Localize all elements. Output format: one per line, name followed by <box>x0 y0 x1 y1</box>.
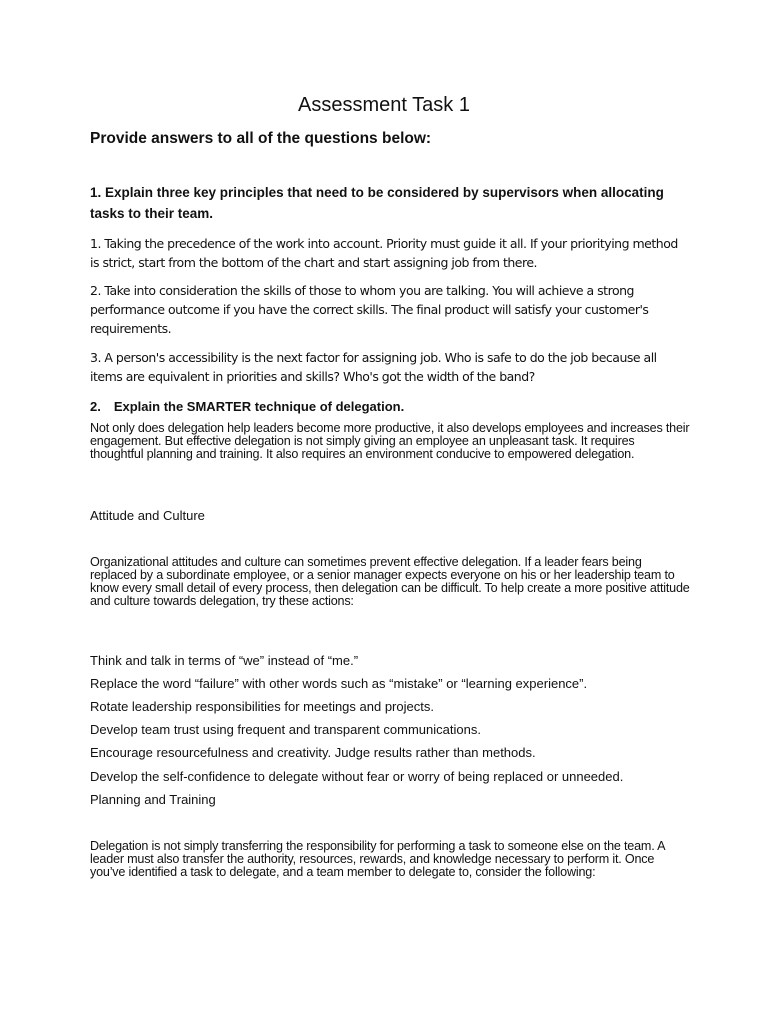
action-item: Replace the word “failure” with other words such as “mistake” or “learning experience”. <box>90 676 588 691</box>
action-item: Develop team trust using frequent and transparent communications. <box>90 722 481 737</box>
delegation-intro: Not only does delegation help leaders become more productive, it also develops employees and increases their engagement. But effective delegation is not simply giving an employee an unpleasant task. It requires thoughtful planning and training. It also requires an environment conducive to empowered delegation. <box>90 421 690 461</box>
planning-heading: Planning and Training <box>90 792 216 807</box>
instructions: Provide answers to all of the questions below: <box>90 130 432 147</box>
action-item: Rotate leadership responsibilities for meetings and projects. <box>90 699 434 714</box>
action-item: Think and talk in terms of “we” instead of “me.” <box>90 653 359 668</box>
action-item: Encourage resourcefulness and creativity. Judge results rather than methods. <box>90 745 536 760</box>
question-1: 1. Explain three key principles that need to be considered by supervisors when allocating tasks to their team. <box>90 185 664 221</box>
action-item: Develop the self-confidence to delegate without fear or worry of being replaced or unneeded. <box>90 769 624 784</box>
answer-1-point-3: 3. A person's accessibility is the next factor for assigning job. Who is safe to do the job because all items are equivalent in priorities and skills? Who's got the width of the band? <box>90 350 657 384</box>
planning-paragraph: Delegation is not simply transferring the responsibility for performing a task to someone else on the team. A leader must also transfer the authority, resources, rewards, and knowledge necessary to perform it. Once you’ve identified a task to delegate, and a team member to delegate to, consider the following: <box>90 839 665 879</box>
answer-1-point-2: 2. Take into consideration the skills of those to whom you are talking. You will achieve a strong performance outcome if you have the correct skills. The final product will satisfy your customer's requirements. <box>90 283 649 336</box>
page-title: Assessment Task 1 <box>298 94 470 116</box>
attitude-heading: Attitude and Culture <box>90 508 205 523</box>
question-2: 2. Explain the SMARTER technique of delegation. <box>90 399 405 414</box>
attitude-paragraph: Organizational attitudes and culture can sometimes prevent effective delegation. If a leader fears being replaced by a subordinate employee, or a senior manager expects everyone on his or her leadership team to know every small detail of every process, then delegation can be difficult. To help create a more positive attitude and culture towards delegation, try these actions: <box>90 555 690 608</box>
answer-1-point-1: 1. Taking the precedence of the work into account. Priority must guide it all. If your prioritying method is strict, start from the bottom of the chart and start assigning job from there. <box>90 236 678 270</box>
